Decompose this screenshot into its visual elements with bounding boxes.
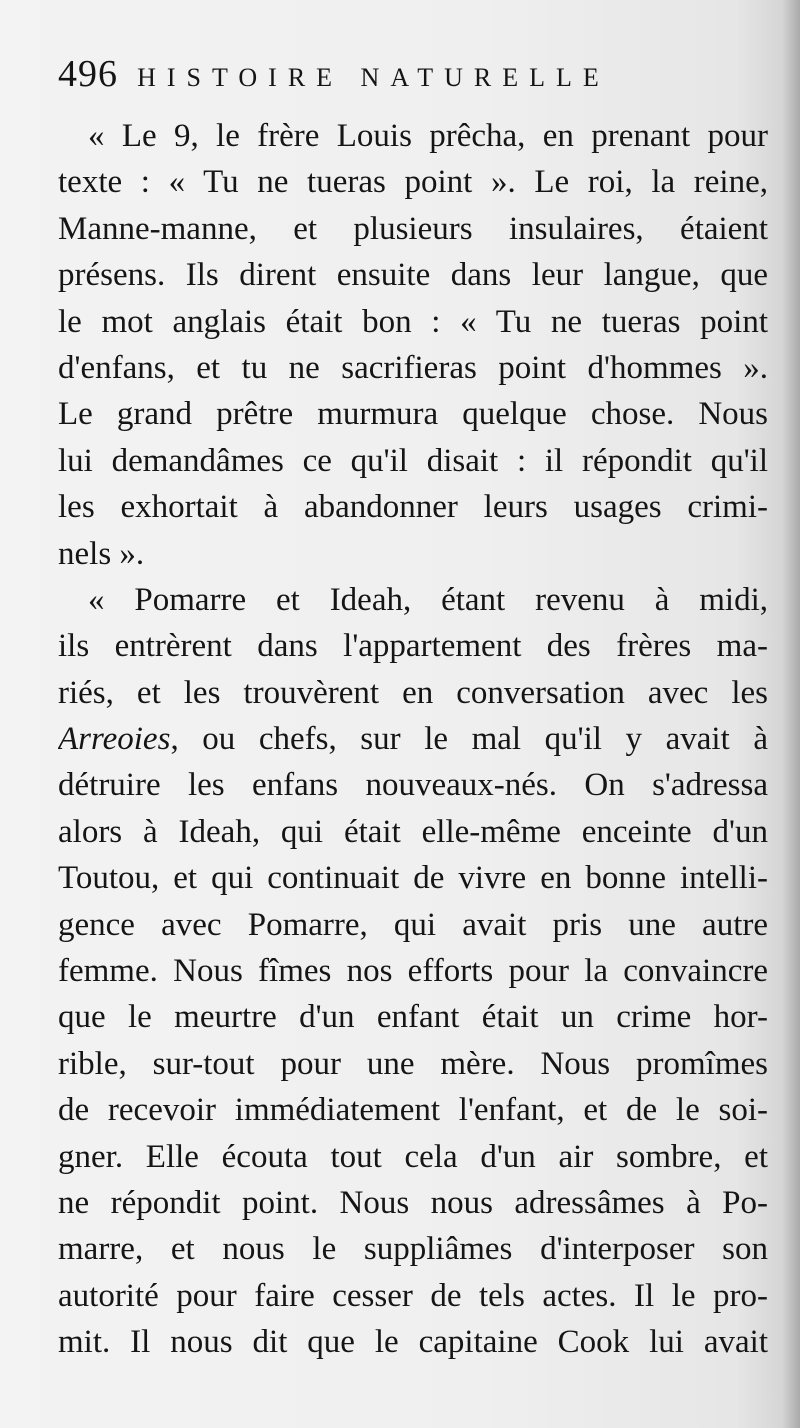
text-line: que le meurtre d'un enfant était un crime hor- bbox=[58, 999, 768, 1036]
page-edge-shadow bbox=[782, 0, 800, 1428]
italic-term: Arreoies bbox=[58, 721, 171, 758]
text-line: le mot anglais était bon : « Tu ne tueras point bbox=[58, 303, 768, 340]
text-line: ils entrèrent dans l'appartement des frères ma- bbox=[58, 628, 768, 665]
text-line bbox=[58, 716, 768, 762]
text-line: « Pomarre et Ideah, étant revenu à midi, bbox=[88, 581, 768, 618]
text-line: nels ». bbox=[58, 535, 145, 572]
text-line: rible, sur-tout pour une mère. Nous promîmes bbox=[58, 1045, 768, 1082]
text-line: de recevoir immédiatement l'enfant, et de le soi- bbox=[58, 1092, 768, 1129]
text-line: marre, et nous le suppliâmes d'interposer son bbox=[58, 1231, 768, 1268]
text-line: alors à Ideah, qui était elle-même enceinte d'un bbox=[58, 813, 768, 850]
text-line: autorité pour faire cesser de tels actes. Il le pro- bbox=[58, 1277, 768, 1314]
text-line: texte : « Tu ne tueras point ». Le roi, la reine, bbox=[58, 164, 768, 201]
text-line-rest: , ou chefs, sur le mal qu'il y avait à bbox=[170, 721, 768, 758]
text-line: présens. Ils dirent ensuite dans leur langue, que bbox=[58, 257, 768, 294]
text-line: d'enfans, et tu ne sacrifieras point d'hommes ». bbox=[58, 349, 768, 386]
text-line: mit. Il nous dit que le capitaine Cook lui avait bbox=[58, 1324, 768, 1361]
running-title: HISTOIRE NATURELLE bbox=[137, 63, 610, 92]
text-line: détruire les enfans nouveaux-nés. On s'adressa bbox=[58, 767, 768, 804]
text-line: ne répondit point. Nous nous adressâmes à Po- bbox=[58, 1184, 768, 1221]
page-header bbox=[58, 52, 758, 96]
page-number: 496 bbox=[58, 53, 118, 95]
body-text bbox=[58, 113, 768, 1366]
text-line: « Le 9, le frère Louis prêcha, en prenant pour bbox=[88, 118, 768, 154]
text-line: femme. Nous fîmes nos efforts pour la convaincre bbox=[58, 953, 768, 990]
text-line: riés, et les trouvèrent en conversation avec les bbox=[58, 674, 768, 711]
text-line: gence avec Pomarre, qui avait pris une autre bbox=[58, 906, 768, 943]
text-line: les exhortait à abandonner leurs usages crimi- bbox=[58, 489, 768, 526]
text-line: gner. Elle écouta tout cela d'un air sombre, et bbox=[58, 1138, 768, 1175]
text-line: Le grand prêtre murmura quelque chose. Nous bbox=[58, 396, 768, 433]
text-line: Manne-manne, et plusieurs insulaires, étaient bbox=[58, 210, 768, 247]
text-line: Toutou, et qui continuait de vivre en bonne intelli- bbox=[58, 860, 768, 897]
text-line: lui demandâmes ce qu'il disait : il répondit qu'il bbox=[58, 442, 768, 479]
